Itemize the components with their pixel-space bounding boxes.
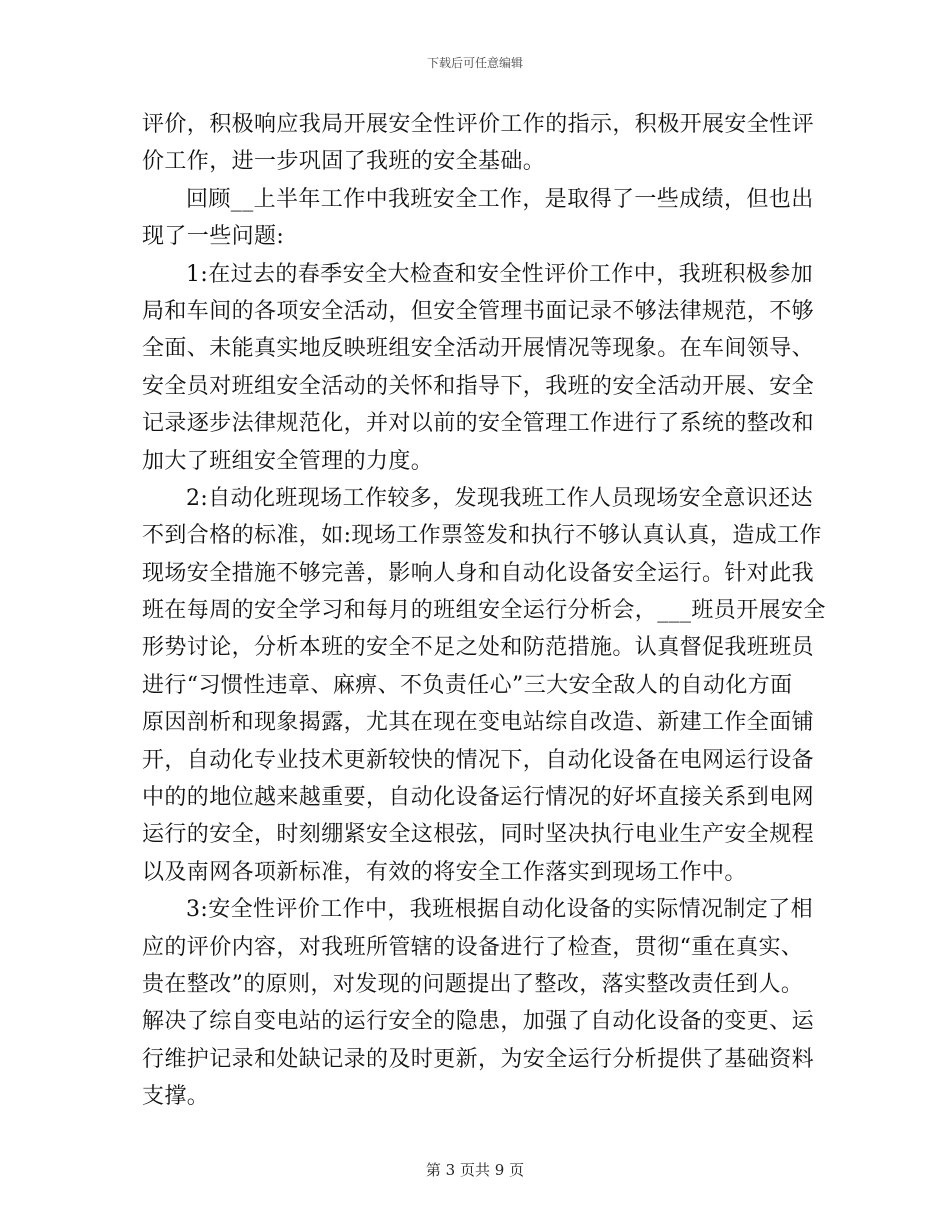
text-line: 运行的安全，时刻绷紧安全这根弦，同时坚决执行电业生产安全规程 xyxy=(142,822,815,848)
document-body xyxy=(142,106,826,1116)
text-line: 应的评价内容，对我班所管辖的设备进行了检查，贯彻“重在真实、 xyxy=(142,934,804,960)
text-line: 全面、未能真实地反映班组安全活动开展情况等现象。在车间领导、 xyxy=(142,336,815,362)
text-line: 评价，积极响应我局开展安全性评价工作的指示，积极开展安全性评 xyxy=(142,112,815,137)
text-line: 2:自动化班现场工作较多，发现我班工作人员现场安全意识还达 xyxy=(186,485,814,511)
text-line: 以及南网各项新标准，有效的将安全工作落实到现场工作中。 xyxy=(142,859,747,885)
text-line: 局和车间的各项安全活动，但安全管理书面记录不够法律规范，不够 xyxy=(142,298,815,324)
text-line: 原因剖析和现象揭露，尤其在现在变电站综自改造、新建工作全面铺 xyxy=(142,710,815,736)
text-line: 1:在过去的春季安全大检查和安全性评价工作中，我班积极参加 xyxy=(186,261,814,287)
text-line: 班在每周的安全学习和每月的班组安全运行分析会，___班员开展安全 xyxy=(142,598,826,624)
text-line: 3:安全性评价工作中，我班根据自动化设备的实际情况制定了相 xyxy=(186,897,814,923)
text-line: 开，自动化专业技术更新较快的情况下，自动化设备在电网运行设备 xyxy=(142,747,815,773)
text-line: 行维护记录和处缺记录的及时更新，为安全运行分析提供了基础资料 xyxy=(142,1046,815,1072)
text-line: 形势讨论，分析本班的安全不足之处和防范措施。认真督促我班班员 xyxy=(142,635,815,661)
text-line: 进行“习惯性违章、麻痹、不负责任心”三大安全敌人的自动化方面 xyxy=(142,672,793,698)
text-line: 中的的地位越来越重要，自动化设备运行情况的好坏直接关系到电网 xyxy=(142,785,815,811)
text-line: 回顾__上半年工作中我班安全工作，是取得了一些成绩，但也出 xyxy=(186,186,814,212)
page-header: 下载后可任意编辑 xyxy=(426,56,523,70)
text-line: 加大了班组安全管理的力度。 xyxy=(142,448,434,474)
text-line: 解决了综自变电站的运行安全的隐患，加强了自动化设备的变更、运 xyxy=(142,1009,815,1035)
text-line: 安全员对班组安全活动的关怀和指导下，我班的安全活动开展、安全 xyxy=(142,373,815,399)
text-line: 贵在整改”的原则，对发现的问题提出了整改，落实整改责任到人。 xyxy=(142,971,804,997)
page-footer: 第 3 页共 9 页 xyxy=(425,1161,525,1179)
text-line: 支撑。 xyxy=(142,1084,210,1110)
text-line: 记录逐步法律规范化，并对以前的安全管理工作进行了系统的整改和 xyxy=(142,411,815,437)
text-line: 不到合格的标准，如:现场工作票签发和执行不够认真认真，造成工作 xyxy=(142,523,822,549)
text-line: 现了一些问题: xyxy=(142,224,285,250)
text-line: 价工作，进一步巩固了我班的安全基础。 xyxy=(142,149,546,175)
text-line: 现场安全措施不够完善，影响人身和自动化设备安全运行。针对此我 xyxy=(142,560,815,586)
